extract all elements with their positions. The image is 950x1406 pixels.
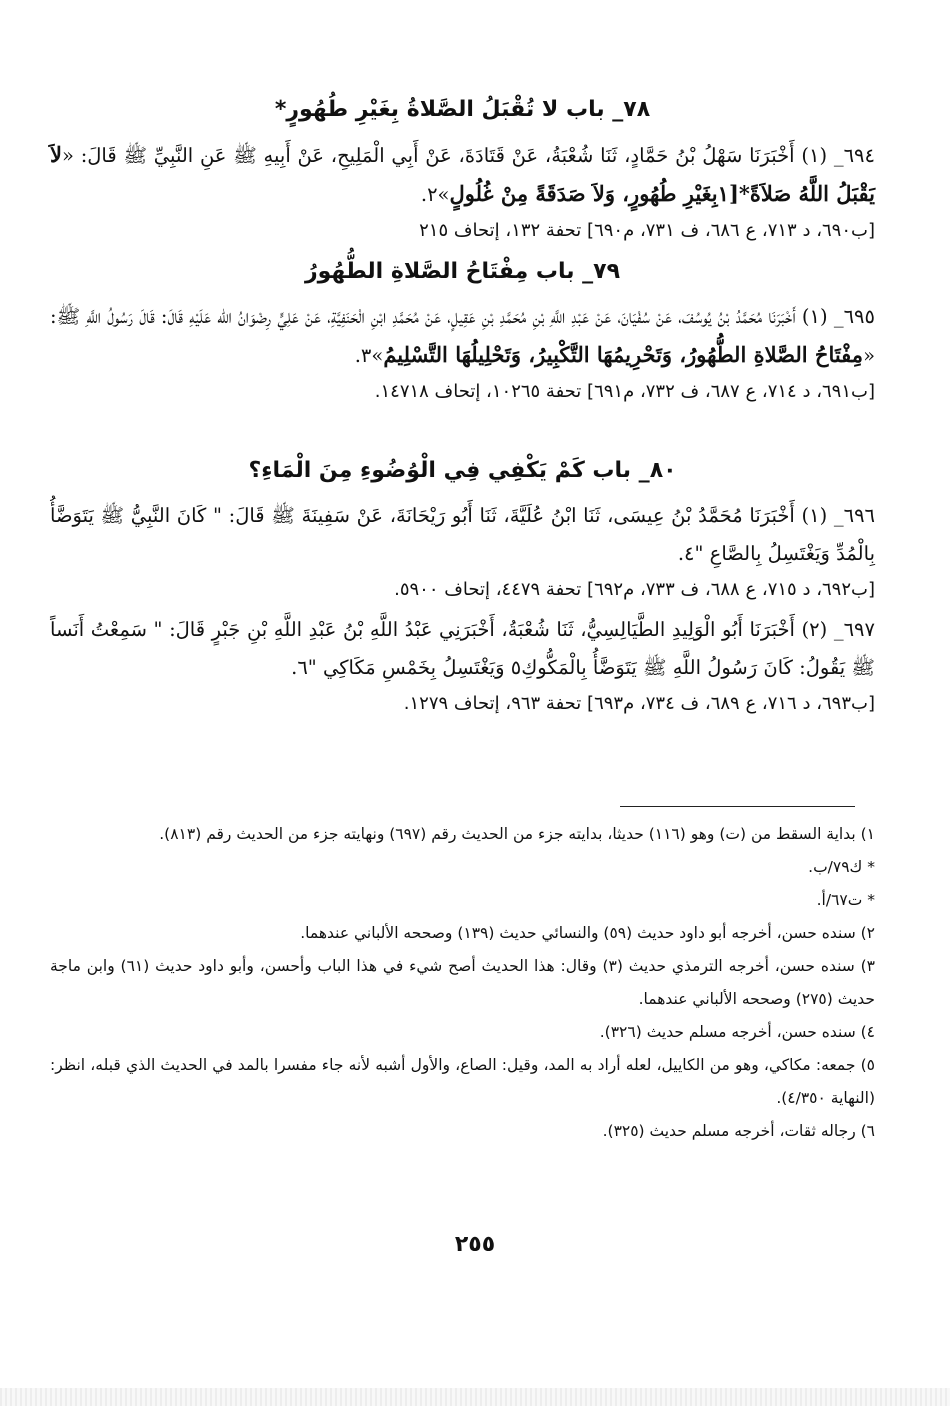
footnote-5: ٥) جمعه: مكاكي، وهو من الكاييل، لعله أراد به المد، وقيل: الصاع، والأول أشبه لأنه جاء مفسرا بالمد في الحديث الذي قبله، انظر: (النهاية ٤/٣٥٠).: [50, 1056, 875, 1107]
footnote-marker-k: * ك٧٩/ب.: [808, 858, 875, 876]
hadith-intro: ٦٩٤_ (١) أَخْبَرَنَا سَهْلُ بْنُ حَمَّادٍ، ثَنَا شُعْبَةُ، عَنْ قَتَادَةَ، عَنْ أَبِي الْمَلِيحِ، عَنْ أَبِيهِ ﷺ عَنِ النَّبِيِّ ﷺ قَالَ: «: [61, 144, 875, 167]
footnote-3: ٣) سنده حسن، أخرجه الترمذي حديث (٣) وقال: هذا الحديث أصح شيء في هذا الباب وأحسن، وأبو داود حديث (٦١) وابن ماجة حديث (٢٧٥) وصححه الألباني عندهما.: [50, 957, 875, 1008]
hadith-reference: [ب٦٩٢، د ٧١٥، ع ٦٨٨، ف ٧٣٣، م٦٩٢] تحفة ٤٤٧٩، إتحاف ٥٩٠٠.: [394, 579, 875, 600]
main-text: [50, 90, 875, 725]
chapter-heading-80: ٨٠_ باب كَمْ يَكْفِي فِي الْوُضُوءِ مِنَ الْمَاءِ؟: [248, 458, 677, 483]
hadith-reference: [ب٦٩٣، د ٧١٦، ع ٦٨٩، ف ٧٣٤، م٦٩٣] تحفة ٩٦٣، إتحاف ١٢٧٩.: [403, 693, 875, 714]
page-number: ٢٥٥: [454, 1232, 496, 1257]
footnote-marker-t: * ت٦٧/أ.: [816, 891, 875, 909]
footnote-2: ٢) سنده حسن، أخرجه أبو داود حديث (٥٩) والنسائي حديث (١٣٩) وصححه الألباني عندهما.: [300, 924, 875, 942]
hadith-697: [50, 611, 875, 687]
hadith-696: [50, 497, 875, 573]
hadith-reference: [ب٦٩٠، د ٧١٣، ع ٦٨٦، ف ٧٣١، م٦٩٠] تحفة ١٣٢، إتحاف ٢١٥: [419, 220, 875, 241]
hadith-matn: مِفْتَاحُ الصَّلاةِ الطُّهُورُ، وَتَحْرِيمُهَا التَّكْبِيرُ، وَتَحْلِيلُهَا التَّسْلِيمُ: [383, 342, 864, 367]
footnote-1: ١) بداية السقط من (ت) وهو (١١٦) حديثا، بدايته جزء من الحديث رقم (٦٩٧) ونهايته جزء من الحديث رقم (٨١٣).: [159, 825, 875, 843]
hadith-intro: ٦٩٥_ (١) أَخْبَرَنَا مُحَمَّدُ بْنُ يُوسُفَ، عَنْ سُفْيَانَ، عَنْ عَبْدِ اللَّهِ بْنِ مُحَمَّدِ بْنِ عَقِيلٍ، عَنْ مُحَمَّدِ ابْنِ الْحَنَفِيَّةِ، عَنْ عَلِيٍّ رِضْوَانُ الله عَلَيْهِ قَالَ: قَالَ رَسُولُ اللَّهِ ﷺ: «: [50, 305, 875, 367]
chapter-heading-78: ٧٨_ باب لا تُقْبَلُ الصَّلاةُ بِغَيْرِ طُهُورٍ*: [274, 97, 651, 122]
scan-edge-texture: [0, 1388, 950, 1406]
footnote-4: ٤) سنده حسن، أخرجه مسلم حديث (٣٢٦).: [599, 1023, 875, 1041]
hadith-intro: ٦٩٦_ (١) أَخْبَرَنَا مُحَمَّدُ بْنُ عِيسَى، ثَنَا ابْنُ عُلَيَّةَ، ثَنَا أَبُو رَيْحَانَةَ، عَنْ سَفِينَةَ ﷺ قَالَ: " كَانَ النَّبِيُّ ﷺ يَتَوَضَّأُ بِالْمُدِّ وَيَغْتَسِلُ بِالصَّاعِ "٤.: [50, 504, 876, 565]
section-spacer: [50, 413, 875, 451]
hadith-tail: »٢.: [420, 183, 450, 206]
hadith-reference: [ب٦٩١، د ٧١٤، ع ٦٨٧، ف ٧٣٢، م٦٩١] تحفة ١٠٢٦٥، إتحاف ١٤٧١٨.: [374, 381, 875, 402]
hadith-intro: ٦٩٧_ (٢) أَخْبَرَنَا أَبُو الْوَلِيدِ الطَّيَالِسِيُّ، ثَنَا شُعْبَةُ، أَخْبَرَنِي عَبْدُ اللَّهِ بْنُ عَبْدِ اللَّهِ بْنِ جَبْرٍ قَالَ: " سَمِعْتُ أَنَساً ﷺ يَقُولُ: كَانَ رَسُولُ اللَّهِ ﷺ يَتَوَضَّأُ بِالْمَكُّوكِ٥ وَيَغْتَسِلُ بِخَمْسِ مَكَاكِي "٦.: [50, 618, 875, 679]
hadith-matn: لاَ يَقْبَلُ اللَّهُ صَلاَةً*[١بِغَيْرِ طُهُورٍ، وَلاَ صَدَقَةً مِنْ غُلُولٍ: [50, 142, 875, 206]
footnote-divider: [620, 806, 855, 807]
chapter-heading-79: ٧٩_ باب مِفْتَاحُ الصَّلاةِ الطُّهُورُ: [304, 259, 621, 284]
footnote-6: ٦) رجاله ثقات، أخرجه مسلم حديث (٣٢٥).: [602, 1122, 875, 1140]
hadith-695: [50, 298, 875, 375]
hadith-694: [50, 136, 875, 214]
hadith-tail: »٣.: [354, 344, 384, 367]
footnotes: [50, 818, 875, 1148]
